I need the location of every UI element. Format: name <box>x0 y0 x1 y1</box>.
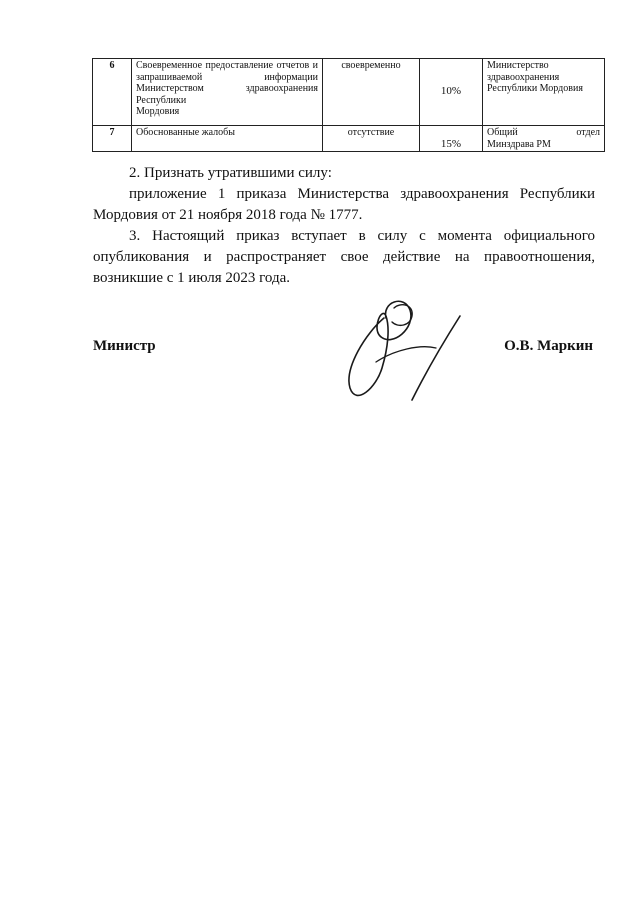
criterion-line: отчетов и запрашиваемой <box>136 60 318 83</box>
responsible-party <box>483 126 605 152</box>
criterion-description: Обоснованные жалобы <box>132 126 323 152</box>
criterion-description <box>132 59 323 126</box>
row-number: 7 <box>93 126 132 152</box>
row-number: 6 <box>93 59 132 126</box>
clause-2-text: 2. Признать утратившими силу: <box>129 165 332 181</box>
criterion-value: отсутствие <box>323 126 420 152</box>
criterion-value: своевременно <box>323 59 420 126</box>
annex-revocation-text: приложение 1 приказа Министерства здравоохранения Республики Мордовия от 21 ноября 2018 года № 1777. <box>93 186 595 223</box>
criterion-weight: 15% <box>420 126 483 152</box>
signature-block <box>93 338 593 362</box>
responsible-party: Министерство здравоохранения Республики Мордовия <box>483 59 605 126</box>
responsible-line: Общий отдел <box>487 127 600 138</box>
signatory-title: Министр <box>93 338 156 354</box>
signatory-name: О.В. Маркин <box>504 338 593 354</box>
responsible-line: Минздрава РМ <box>487 138 551 150</box>
clause-3-text: 3. Настоящий приказ вступает в силу с момента официального опубликования и распространяет свое действие на правоотношения, возникшие с 1 июля 2023 года. <box>93 228 595 286</box>
criterion-line: Своевременное предоставление <box>136 60 274 71</box>
table-row <box>93 59 605 126</box>
criterion-weight: 10% <box>420 59 483 126</box>
criteria-table <box>92 58 605 152</box>
criterion-line: Мордовия <box>136 106 180 117</box>
table-row <box>93 126 605 152</box>
criterion-line: информации Министерством <box>136 71 318 94</box>
criterion-line: здравоохранения Республики <box>136 83 318 106</box>
